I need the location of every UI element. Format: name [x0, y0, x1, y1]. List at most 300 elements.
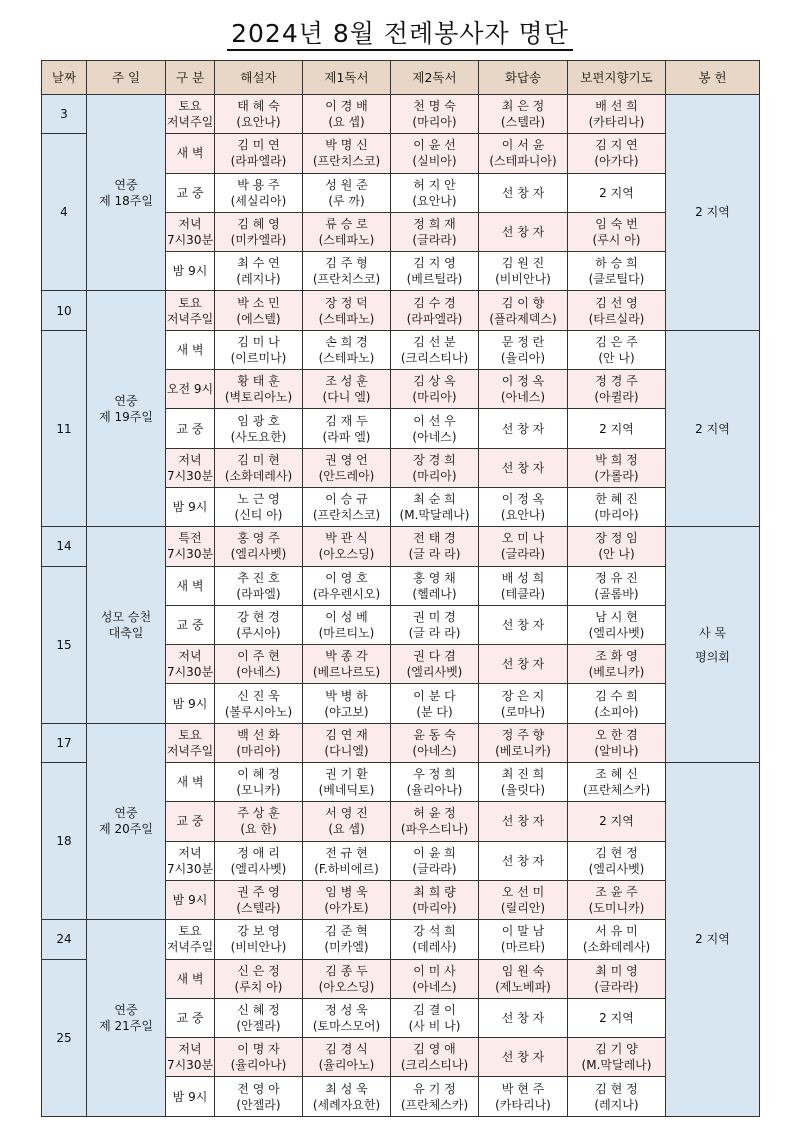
- cell-line: 교 중: [176, 421, 204, 436]
- commentator-cell: [215, 409, 303, 448]
- header-row: [42, 61, 760, 95]
- cell-line: (아네스): [412, 979, 457, 994]
- cell-line: 임 숙 번: [595, 217, 638, 232]
- cell-line: 최 순 희: [413, 492, 456, 507]
- cell-line: (엘리사벳): [230, 861, 287, 876]
- cell-line: 토요: [178, 727, 202, 742]
- cell-line: (베르나르도): [312, 665, 381, 680]
- reading1-cell: [303, 448, 391, 487]
- col-header-offering: 봉 헌: [666, 61, 760, 95]
- cell-line: 허 윤 정: [413, 806, 456, 821]
- cell-line: 최 미 영: [595, 963, 638, 978]
- reading1-cell: [303, 802, 391, 841]
- cell-line: (스테파노): [318, 350, 375, 365]
- reading2-cell: [391, 880, 479, 919]
- sunday-cell: [87, 723, 166, 919]
- prayers-cell: [568, 841, 666, 880]
- sunday-cell: [87, 95, 166, 291]
- cell-line: (M.막달레나): [399, 508, 470, 523]
- cell-line: (플라제덱스): [489, 311, 557, 326]
- cell-line: (마리아): [412, 468, 457, 483]
- cell-line: 유 기 정: [413, 1081, 456, 1096]
- commentator-cell: [215, 212, 303, 251]
- cell-line: 조 혜 신: [595, 767, 638, 782]
- prayers-cell: [568, 605, 666, 644]
- reading2-cell: [391, 763, 479, 802]
- sunday-cell: [87, 527, 166, 723]
- prayers-cell: [568, 998, 666, 1037]
- cell-line: 권 영 언: [325, 452, 368, 467]
- cell-line: 저녁주일: [166, 743, 214, 758]
- commentator-cell: [215, 605, 303, 644]
- cell-line: (데레사): [412, 940, 457, 955]
- cell-line: 장 정 임: [595, 531, 638, 546]
- cell-line: (엘리사벳): [588, 861, 645, 876]
- commentator-cell: [215, 802, 303, 841]
- cell-line: 이 윤 선: [413, 138, 456, 153]
- cell-line: (세례자요한): [312, 1097, 381, 1112]
- psalm-cell: [479, 409, 568, 448]
- mass-type-cell: [166, 252, 215, 291]
- cell-line: (소피아): [594, 704, 639, 719]
- reading1-cell: [303, 1038, 391, 1077]
- cell-line: (크리스티나): [400, 1058, 469, 1073]
- reading2-cell: [391, 998, 479, 1037]
- commentator-cell: [215, 723, 303, 762]
- cell-line: 이 명 자: [237, 1042, 280, 1057]
- cell-line: (라파엘): [236, 586, 281, 601]
- cell-line: 김 연 재: [325, 727, 368, 742]
- cell-line: 문 정 란: [501, 334, 545, 349]
- cell-line: 저녁주일: [166, 115, 214, 130]
- cell-line: (아네스): [236, 665, 281, 680]
- reading1-cell: [303, 605, 391, 644]
- offering-cell: [666, 763, 760, 1117]
- prayers-cell: [568, 409, 666, 448]
- cell-line: 7시30분: [166, 468, 214, 483]
- psalm-cell: [479, 212, 568, 251]
- cell-line: (율리아나): [230, 1058, 287, 1073]
- col-header-reading2: 제2독서: [391, 61, 479, 95]
- cell-line: 선 창 자: [501, 460, 545, 475]
- cell-line: 권 미 경: [413, 610, 456, 624]
- cell-line: (레지나): [236, 272, 281, 287]
- cell-line: (베로니카): [588, 665, 645, 680]
- cell-line: 김 기 양: [595, 1042, 638, 1057]
- cell-line: 우 정 희: [413, 767, 456, 782]
- table-row: [42, 723, 760, 762]
- psalm-cell: [479, 920, 568, 959]
- cell-line: (루시 아): [592, 233, 641, 248]
- cell-line: (스테파노): [318, 233, 375, 248]
- mass-type-cell: [166, 566, 215, 605]
- cell-line: 주 상 훈: [237, 806, 280, 821]
- prayers-cell: [568, 880, 666, 919]
- reading1-cell: [303, 291, 391, 330]
- cell-line: (야고보): [324, 704, 369, 719]
- cell-line: 저녁: [178, 1042, 202, 1057]
- prayers-cell: [568, 1038, 666, 1077]
- reading2-cell: [391, 645, 479, 684]
- reading1-cell: [303, 134, 391, 173]
- psalm-cell: [479, 723, 568, 762]
- cell-line: (도미니카): [588, 901, 645, 916]
- cell-line: 강 보 영: [237, 924, 280, 939]
- mass-type-cell: [166, 763, 215, 802]
- cell-line: 임 병 욱: [325, 885, 368, 900]
- cell-line: 배 성 희: [501, 570, 545, 585]
- cell-line: (프란체스카): [582, 783, 651, 798]
- cell-line: 밤 9시: [172, 696, 208, 711]
- prayers-cell: [568, 959, 666, 998]
- cell-line: 토요: [178, 924, 202, 939]
- cell-line: 평의회: [695, 649, 730, 664]
- col-header-reading1: 제1독서: [303, 61, 391, 95]
- mass-type-cell: [166, 448, 215, 487]
- cell-line: 권 주 영: [237, 885, 280, 900]
- psalm-cell: [479, 1038, 568, 1077]
- cell-line: 김 수 경: [413, 295, 456, 310]
- cell-line: (마리아): [594, 508, 639, 523]
- cell-line: 박 용 주: [237, 177, 280, 192]
- commentator-cell: [215, 1038, 303, 1077]
- cell-line: (아가다): [594, 154, 639, 169]
- cell-line: 박 소 민: [237, 295, 280, 310]
- mass-type-cell: [166, 134, 215, 173]
- cell-line: (볼루시아노): [224, 704, 293, 719]
- cell-line: 2 지역: [599, 814, 634, 829]
- cell-line: 김 선 영: [595, 295, 638, 310]
- commentator-cell: [215, 684, 303, 723]
- cell-line: 교 중: [176, 618, 204, 632]
- reading1-cell: [303, 330, 391, 369]
- psalm-cell: [479, 645, 568, 684]
- mass-type-cell: [166, 212, 215, 251]
- mass-type-cell: [166, 291, 215, 330]
- mass-type-cell: [166, 173, 215, 212]
- cell-line: 밤 9시: [172, 1089, 208, 1104]
- cell-line: 저녁: [178, 452, 202, 467]
- prayers-cell: [568, 448, 666, 487]
- table-row: [42, 291, 760, 330]
- reading2-cell: [391, 1038, 479, 1077]
- cell-line: 저녁주일: [166, 311, 214, 326]
- cell-line: (라파 엘): [322, 429, 371, 444]
- cell-line: 선 창 자: [501, 185, 545, 200]
- cell-line: (비비안나): [495, 272, 551, 287]
- cell-line: 김 상 옥: [413, 374, 456, 389]
- psalm-cell: [479, 134, 568, 173]
- cell-line: 김 혜 영: [237, 217, 280, 232]
- reading2-cell: [391, 605, 479, 644]
- mass-type-cell: [166, 1077, 215, 1116]
- cell-line: 이 승 규: [325, 492, 368, 507]
- cell-line: 김 수 희: [595, 688, 638, 703]
- cell-line: (파우스티나): [400, 822, 469, 837]
- reading2-cell: [391, 448, 479, 487]
- cell-line: (미카엘): [324, 940, 369, 955]
- cell-line: (사도요한): [230, 429, 287, 444]
- cell-line: (스텔라): [236, 901, 281, 916]
- cell-line: 김 준 혁: [325, 924, 368, 939]
- cell-line: 서 영 진: [325, 806, 368, 821]
- commentator-cell: [215, 920, 303, 959]
- psalm-cell: [479, 252, 568, 291]
- commentator-cell: [215, 1077, 303, 1116]
- cell-line: 김 결 이: [413, 1002, 456, 1017]
- cell-line: (스테파노): [318, 311, 375, 326]
- mass-type-cell: [166, 920, 215, 959]
- cell-line: 박 종 각: [325, 649, 368, 664]
- cell-line: (율릿다): [500, 783, 546, 798]
- cell-line: 장 경 희: [413, 452, 456, 467]
- cell-line: 하 승 희: [595, 256, 638, 271]
- reading2-cell: [391, 959, 479, 998]
- psalm-cell: [479, 330, 568, 369]
- cell-line: (아네스): [500, 390, 546, 405]
- cell-line: (아네스): [412, 429, 457, 444]
- cell-line: (글라라): [412, 233, 457, 248]
- cell-line: (세실리아): [230, 193, 287, 208]
- prayers-cell: [568, 330, 666, 369]
- psalm-cell: [479, 448, 568, 487]
- roster-body: [42, 95, 760, 1117]
- cell-line: 이 경 배: [325, 99, 368, 114]
- cell-line: (엘리사벳): [230, 547, 287, 562]
- cell-line: 김 경 식: [325, 1042, 368, 1057]
- cell-line: (요안나): [500, 508, 546, 523]
- cell-line: (요안나): [236, 115, 281, 130]
- mass-type-cell: [166, 841, 215, 880]
- reading1-cell: [303, 684, 391, 723]
- cell-line: 김 미 나: [237, 334, 280, 349]
- reading1-cell: [303, 763, 391, 802]
- cell-line: 전 규 현: [325, 845, 368, 860]
- reading2-cell: [391, 1077, 479, 1116]
- psalm-cell: [479, 880, 568, 919]
- reading2-cell: [391, 252, 479, 291]
- cell-line: (스테파니아): [489, 154, 557, 169]
- reading2-cell: [391, 723, 479, 762]
- cell-line: (모니카): [236, 783, 281, 798]
- cell-line: 제 19주일: [99, 409, 153, 424]
- cell-line: 최 성 욱: [325, 1081, 368, 1096]
- cell-line: (안젤라): [236, 1018, 281, 1033]
- cell-line: 정 주 향: [501, 727, 545, 742]
- offering-cell: [666, 95, 760, 331]
- cell-line: 7시30분: [166, 547, 214, 562]
- cell-line: 박 희 정: [595, 452, 638, 467]
- cell-line: 배 선 희: [595, 99, 638, 114]
- cell-line: (요 한): [240, 822, 277, 837]
- cell-line: 7시30분: [166, 1058, 214, 1073]
- cell-line: 강 석 희: [413, 924, 456, 939]
- commentator-cell: [215, 763, 303, 802]
- cell-line: (베르틸라): [406, 272, 463, 287]
- mass-type-cell: [166, 487, 215, 526]
- cell-line: (실비아): [412, 154, 457, 169]
- mass-type-cell: [166, 527, 215, 566]
- cell-line: (마리아): [412, 115, 457, 130]
- prayers-cell: [568, 566, 666, 605]
- reading1-cell: [303, 212, 391, 251]
- reading1-cell: [303, 487, 391, 526]
- cell-line: (에스텔): [236, 311, 281, 326]
- prayers-cell: [568, 1077, 666, 1116]
- prayers-cell: [568, 763, 666, 802]
- cell-line: 정 애 리: [237, 845, 280, 860]
- cell-line: 이 정 옥: [501, 374, 545, 389]
- reading1-cell: [303, 527, 391, 566]
- col-header-week: 주 일: [87, 61, 166, 95]
- cell-line: (안드레아): [318, 468, 375, 483]
- offering-cell: [666, 330, 760, 526]
- cell-line: 김 주 형: [325, 256, 368, 271]
- cell-line: (알비나): [594, 743, 639, 758]
- cell-line: (카타리나): [495, 1097, 551, 1112]
- cell-line: (릴리안): [500, 901, 546, 916]
- cell-line: 대축일: [108, 626, 144, 640]
- cell-line: (토마스모어): [312, 1018, 381, 1033]
- commentator-cell: [215, 95, 303, 134]
- cell-line: 김 은 주: [595, 334, 638, 349]
- cell-line: 노 근 영: [237, 492, 280, 507]
- prayers-cell: [568, 527, 666, 566]
- cell-line: 이 미 사: [413, 963, 456, 978]
- col-header-psalm: 화답송: [479, 61, 568, 95]
- cell-line: 저녁주일: [166, 940, 214, 955]
- cell-line: 신 은 정: [237, 963, 280, 978]
- psalm-cell: [479, 566, 568, 605]
- cell-line: (율리아노): [318, 1058, 375, 1073]
- cell-line: 정 성 욱: [325, 1002, 368, 1017]
- psalm-cell: [479, 998, 568, 1037]
- cell-line: 선 창 자: [501, 618, 545, 632]
- cell-line: 장 정 덕: [325, 295, 368, 310]
- cell-line: 저녁: [178, 845, 202, 860]
- date-cell: 4: [42, 134, 87, 291]
- cell-line: 홍 영 주: [237, 531, 280, 546]
- cell-line: (제노베파): [495, 979, 551, 994]
- cell-line: 연중: [114, 393, 138, 408]
- psalm-cell: [479, 370, 568, 409]
- reading1-cell: [303, 566, 391, 605]
- cell-line: 제 21주일: [99, 1018, 153, 1033]
- cell-line: 선 창 자: [501, 225, 545, 240]
- cell-line: (글라라): [500, 547, 546, 562]
- cell-line: (미카엘라): [230, 233, 287, 248]
- reading2-cell: [391, 487, 479, 526]
- cell-line: 토요: [178, 295, 202, 310]
- cell-line: 특전: [178, 531, 202, 546]
- commentator-cell: [215, 252, 303, 291]
- cell-line: (루치 아): [234, 979, 283, 994]
- cell-line: (베로니카): [495, 743, 551, 758]
- prayers-cell: [568, 252, 666, 291]
- cell-line: 오전 9시: [166, 382, 214, 397]
- cell-line: 김 재 두: [325, 413, 368, 428]
- reading2-cell: [391, 134, 479, 173]
- cell-line: 추 진 호: [237, 570, 280, 585]
- cell-line: (마리아): [236, 743, 281, 758]
- cell-line: (F.하비에르): [314, 861, 379, 876]
- cell-line: (글 라 라): [408, 626, 461, 640]
- cell-line: 최 희 량: [413, 885, 456, 900]
- cell-line: 새 벽: [176, 971, 204, 986]
- cell-line: 최 진 희: [501, 767, 545, 782]
- cell-line: (글 라 라): [408, 547, 461, 562]
- cell-line: (요 셉): [328, 822, 365, 837]
- cell-line: 한 혜 진: [595, 492, 638, 507]
- cell-line: 선 창 자: [501, 853, 545, 868]
- reading2-cell: [391, 370, 479, 409]
- cell-line: 김 미 현: [237, 452, 280, 467]
- cell-line: 밤 9시: [172, 500, 208, 515]
- cell-line: 오 미 나: [501, 531, 545, 546]
- cell-line: (크리스티나): [400, 350, 469, 365]
- mass-type-cell: [166, 330, 215, 369]
- cell-line: 최 수 연: [237, 256, 280, 271]
- cell-line: 교 중: [176, 185, 204, 200]
- cell-line: 손 희 경: [325, 334, 368, 349]
- reading2-cell: [391, 566, 479, 605]
- cell-line: (프란체스카): [400, 1097, 469, 1112]
- psalm-cell: [479, 487, 568, 526]
- cell-line: (신티 아): [234, 508, 283, 523]
- prayers-cell: [568, 487, 666, 526]
- cell-line: (로마나): [500, 704, 546, 719]
- sunday-cell: [87, 291, 166, 527]
- table-row: [42, 95, 760, 134]
- cell-line: 김 현 정: [595, 845, 638, 860]
- cell-line: (요 셉): [328, 115, 365, 130]
- col-header-commentator: 해설자: [215, 61, 303, 95]
- cell-line: (테클라): [500, 586, 546, 601]
- cell-line: 박 관 식: [325, 531, 368, 546]
- cell-line: 선 창 자: [501, 814, 545, 829]
- cell-line: (클로틸다): [588, 272, 645, 287]
- cell-line: 김 지 연: [595, 138, 638, 153]
- prayers-cell: [568, 134, 666, 173]
- date-cell: 24: [42, 920, 87, 959]
- cell-line: 이 분 다: [413, 688, 456, 703]
- cell-line: 저녁: [178, 649, 202, 664]
- mass-type-cell: [166, 645, 215, 684]
- table-row: [42, 527, 760, 566]
- reading2-cell: [391, 330, 479, 369]
- cell-line: (엘리사벳): [406, 665, 463, 680]
- psalm-cell: [479, 841, 568, 880]
- reading1-cell: [303, 252, 391, 291]
- cell-line: 임 원 숙: [501, 963, 545, 978]
- cell-line: 정 유 진: [595, 570, 638, 585]
- cell-line: 신 진 욱: [237, 688, 280, 703]
- cell-line: (마르타): [500, 940, 546, 955]
- cell-line: 성 원 준: [325, 177, 368, 192]
- cell-line: (사 비 나): [408, 1018, 461, 1033]
- col-header-date: 날짜: [42, 61, 87, 95]
- cell-line: 새 벽: [176, 146, 204, 161]
- cell-line: 허 지 안: [413, 177, 456, 192]
- prayers-cell: [568, 212, 666, 251]
- reading1-cell: [303, 173, 391, 212]
- cell-line: 박 명 신: [325, 138, 368, 153]
- cell-line: 천 명 숙: [413, 99, 456, 114]
- commentator-cell: [215, 880, 303, 919]
- cell-line: 윤 동 숙: [413, 727, 456, 742]
- reading2-cell: [391, 841, 479, 880]
- mass-type-cell: [166, 802, 215, 841]
